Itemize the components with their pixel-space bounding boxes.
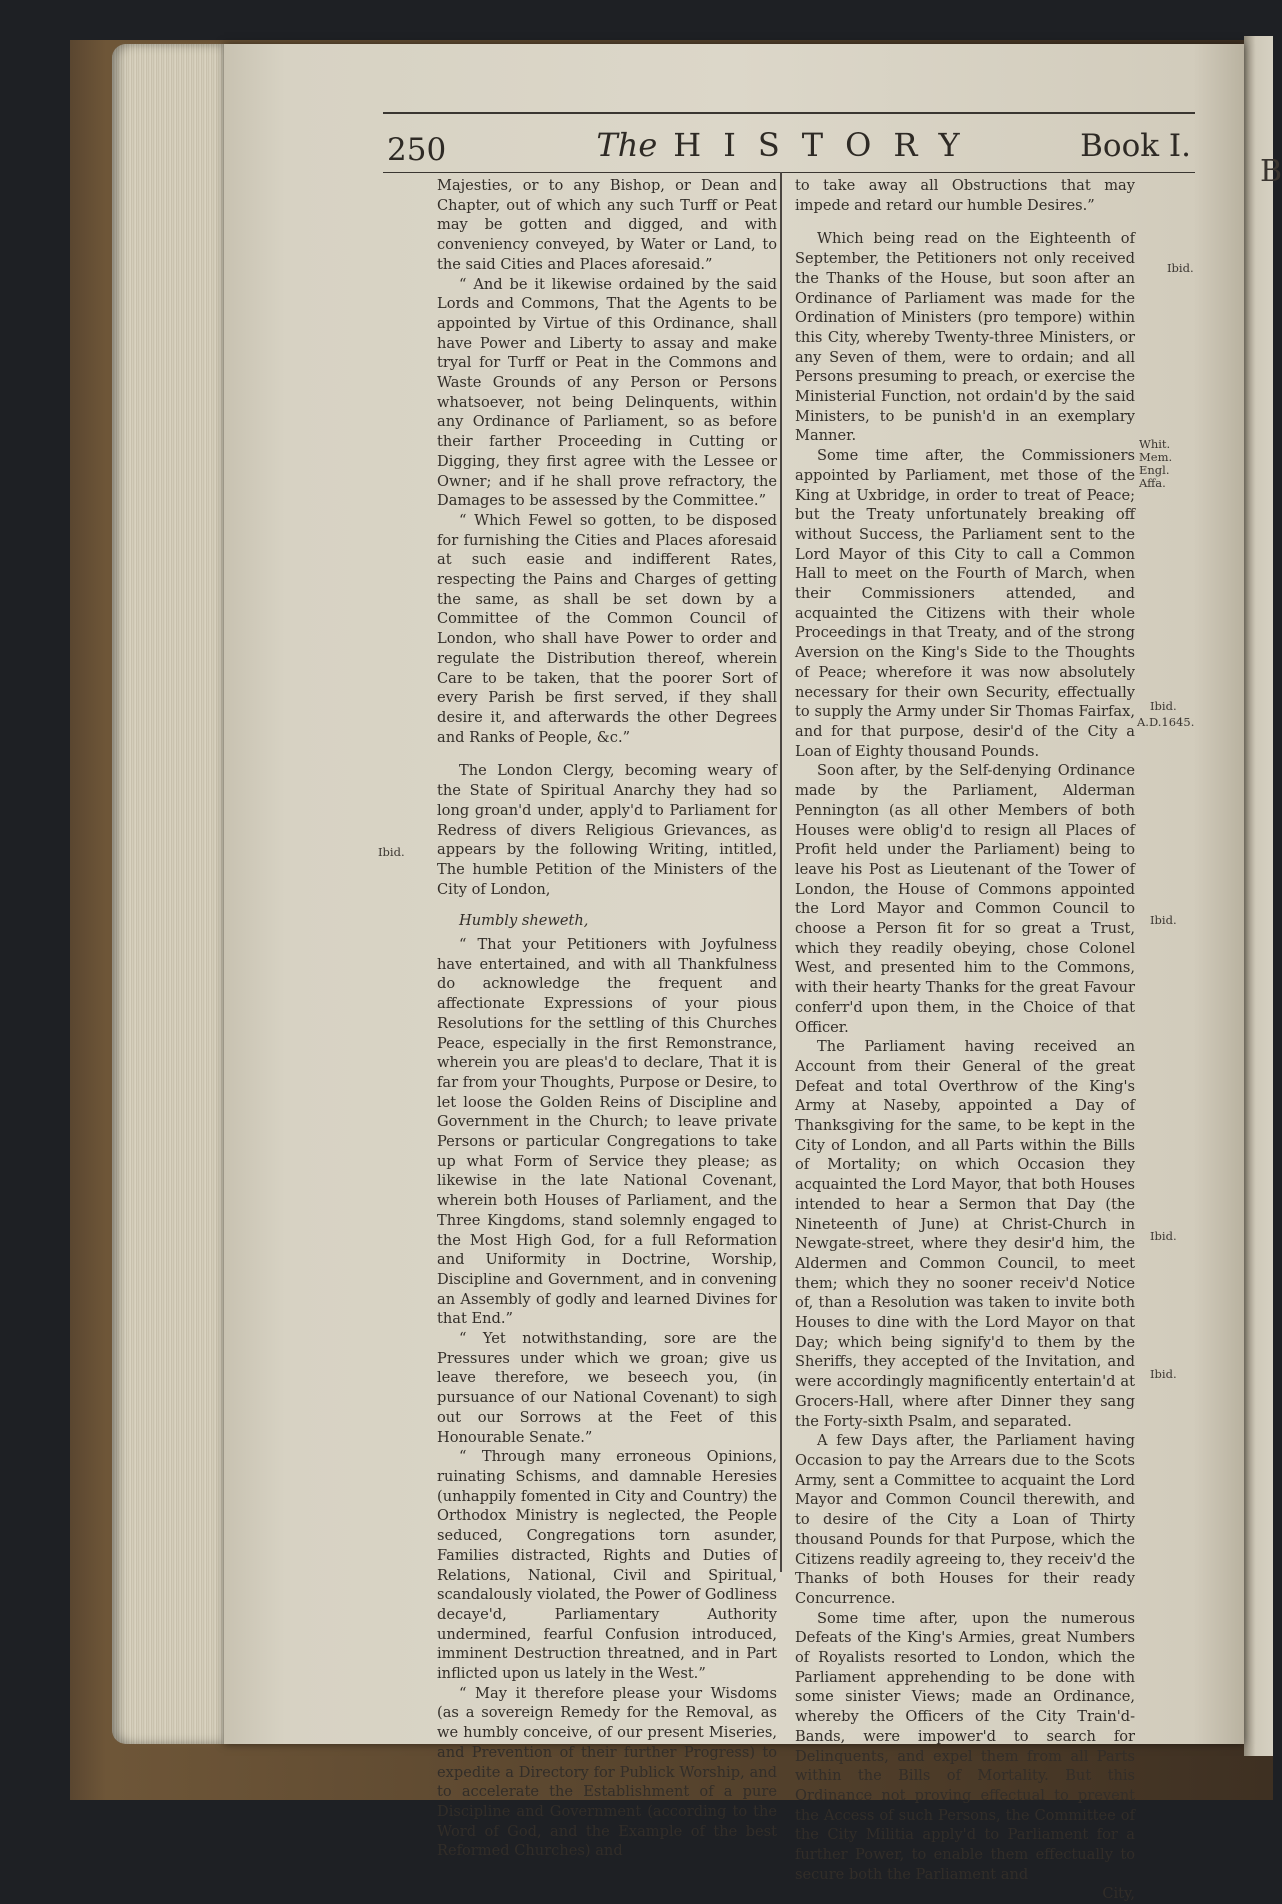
margin-note: Whit. Mem. Engl. Affa. — [1139, 437, 1173, 490]
running-title-history: HISTORY — [673, 126, 982, 164]
paragraph: to take away all Obstructions that may impede and retard our humble Desires.” — [795, 177, 1135, 214]
facing-page-edge — [1244, 36, 1282, 1756]
petition-salutation: Humbly sheweth, — [459, 912, 589, 930]
margin-note: A.D.1645. — [1137, 715, 1195, 729]
running-header — [383, 112, 1195, 173]
left-column — [437, 176, 777, 1861]
paragraph: Which being read on the Eighteenth of September, the Petitioners not only received the Thanks of the House, but soon after an Ordinance of Parliament was made for the Ordination of Ministers (pro tempore) within this City, whereby Twenty-three Ministers, or any Seven of them, were to ordain; and all Persons presuming to preach, or exercise the Ministerial Function, not ordain'd by the said Ministers, to be punish'd in an exemplary Manner. — [795, 230, 1135, 445]
paragraph: “ Yet notwithstanding, sore are the Pressures under which we groan; give us leave therefore, we beseech you, (in pursuance of our National Covenant) to sigh out our Sorrows at the Feet of this Honourable Senate.” — [437, 1330, 777, 1446]
column-divider — [780, 172, 782, 1572]
page-edges — [112, 44, 230, 1744]
facing-page-fragment: B — [1260, 154, 1282, 189]
paragraph: Soon after, by the Self-denying Ordinance made by the Parliament, Alderman Pennington (as all other Members of both Houses were oblig'd to resign all Places of Profit held under the Parliament) being to leave his Post as Lieutenant of the Tower of London, the House of Commons appointed the Lord Mayor and Common Council to choose a Person fit for so great a Trust, which they readily obeying, chose Colonel West, and presented him to the Commons, with their hearty Thanks for the great Favour conferr'd upon them, in the Choice of that Officer. — [795, 762, 1135, 1036]
catchword: City, — [1102, 1885, 1135, 1903]
page-number: 250 — [387, 132, 447, 168]
book-number: Book I. — [1080, 128, 1191, 164]
paragraph: The London Clergy, becoming weary of the State of Spiritual Anarchy they had so long groan'd under, apply'd to Parliament for Redress of divers Religious Grievances, as appears by the following Writing, intitled, The humble Petition of the Ministers of the City of London, — [437, 762, 777, 898]
paragraph: “ That your Petitioners with Joyfulness have entertained, and with all Thankfulness do acknowledge the frequent and affectionate Expressions of your pious Resolutions for the settling of this Churches Peace, especially in the first Remonstrance, wherein you are pleas'd to declare, That it is far from your Thoughts, Purpose or Desire, to let loose the Golden Reins of Discipline and Government in the Church; to leave private Persons or particular Congregations to take up what Form of Service they please; as likewise in the late National Covenant, wherein both Houses of Parliament, and the Three Kingdoms, stand solemnly engaged to the Most High God, for a full Reformation and Uniformity in Doctrine, Worship, Discipline and Government, and in convening an Assembly of godly and learned Divines for that End.” — [437, 936, 777, 1328]
paragraph: Some time after, the Commissioners appointed by Parliament, met those of the King at Uxbridge, in order to treat of Peace; but the Treaty unfortunately breaking off without Success, the Parliament sent to the Lord Mayor of this City to call a Common Hall to meet on the Fourth of March, when their Commissioners attended, and acquainted the Citizens with their whole Proceedings in that Treaty, and of the strong Aversion on the King's Side to the Thoughts of Peace; wherefore it was now absolutely necessary for their own Security, effectually to supply the Army under Sir Thomas Fairfax, and for that purpose, desir'd of the City a Loan of Eighty thousand Pounds. — [795, 447, 1135, 760]
running-title-the: The — [596, 126, 658, 164]
paragraph: “ Through many erroneous Opinions, ruinating Schisms, and damnable Heresies (unhappily fomented in City and Country) the Orthodox Ministry is neglected, the People seduced, Congregations torn asunder, Families distracted, Rights and Duties of Relations, National, Civil and Spiritual, scandalously violated, the Power of Godliness decaye'd, Parliamentary Authority undermined, fearful Confusion introduced, imminent Destruction threatned, and in Part inflicted upon us lately in the West.” — [437, 1448, 777, 1683]
margin-note: Ibid. — [378, 845, 405, 859]
paragraph: Some time after, upon the numerous Defeats of the King's Armies, great Numbers of Royalists resorted to London, which the Parliament apprehending to be done with some sinister Views; made an Ordinance, whereby the Officers of the City Train'd-Bands, were impower'd to search for Delinquents, and expel them from all Parts within the Bills of Mortality. But this Ordinance not proving effectual to prevent the Access of such Persons, the Committee of the City Militia apply'd to Parliament for a further Power, to enable them effectually to secure both the Parliament and — [795, 1609, 1135, 1883]
paragraph: The Parliament having received an Account from their General of the great Defeat and total Overthrow of the King's Army at Naseby, appointed a Day of Thanksgiving for the same, to be kept in the City of London, and all Parts within the Bills of Mortality; on which Occasion they acquainted the Lord Mayor, that both Houses intended to hear a Sermon that Day (the Nineteenth of June) at Christ-Church in Newgate-street, where they desir'd him, the Aldermen and Common Council, to meet them; which they no sooner receiv'd Notice of, than a Resolution was taken to invite both Houses to dine with the Lord Mayor on that Day; which being signify'd to them by the Sheriffs, they accepted of the Invitation, and were accordingly magnificently entertain'd at Grocers-Hall, where after Dinner they sang the Forty-sixth Psalm, and separated. — [795, 1038, 1135, 1430]
margin-note: Ibid. — [1150, 699, 1177, 713]
margin-note: Ibid. — [1150, 913, 1177, 927]
paragraph: “ May it therefore please your Wisdoms (as a sovereign Remedy for the Removal, as we humbly conceive, of our present Miseries, and Prevention of their further Progress) to expedite a Directory for Publick Worship, and to accelerate the Establishment of a pure Discipline and Government (according to the Word of God, and the Example of the best Reformed Churches) and — [437, 1684, 777, 1860]
margin-note: Ibid. — [1150, 1229, 1177, 1243]
right-column — [795, 176, 1135, 1904]
paragraph: Majesties, or to any Bishop, or Dean and Chapter, out of which any such Turff or Peat may be gotten and digged, and with conveniency conveyed, by Water or Land, to the said Cities and Places aforesaid.” — [437, 177, 777, 273]
margin-note: Ibid. — [1150, 1367, 1177, 1381]
paragraph: A few Days after, the Parliament having Occasion to pay the Arrears due to the Scots Army, sent a Committee to acquaint the Lord Mayor and Common Council therewith, and to desire of the City a Loan of Thirty thousand Pounds for that Purpose, which the Citizens readily agreeing to, they receiv'd the Thanks of both Houses for their ready Concurrence. — [795, 1432, 1135, 1607]
paragraph: “ And be it likewise ordained by the said Lords and Commons, That the Agents to be appointed by Virtue of this Ordinance, shall have Power and Liberty to assay and make tryal for Turff or Peat in the Commons and Waste Grounds of any Person or Persons whatsoever, not being Delinquents, within any Ordinance of Parliament, so as before their farther Proceeding in Cutting or Digging, they first agree with the Lessee or Owner; and if he shall prove refractory, the Damages to be assessed by the Committee.” — [437, 275, 777, 510]
margin-note: Ibid. — [1167, 261, 1194, 275]
running-title — [383, 126, 1195, 164]
paragraph: “ Which Fewel so gotten, to be disposed for furnishing the Cities and Places aforesaid at such easie and indifferent Rates, respecting the Pains and Charges of getting the same, as shall be set down by a Committee of the Common Council of London, who shall have Power to order and regulate the Distribution thereof, wherein Care to be taken, that the poorer Sort of every Parish be first served, if they shall desire it, and afterwards the other Degrees and Ranks of People, &c.” — [437, 511, 777, 746]
